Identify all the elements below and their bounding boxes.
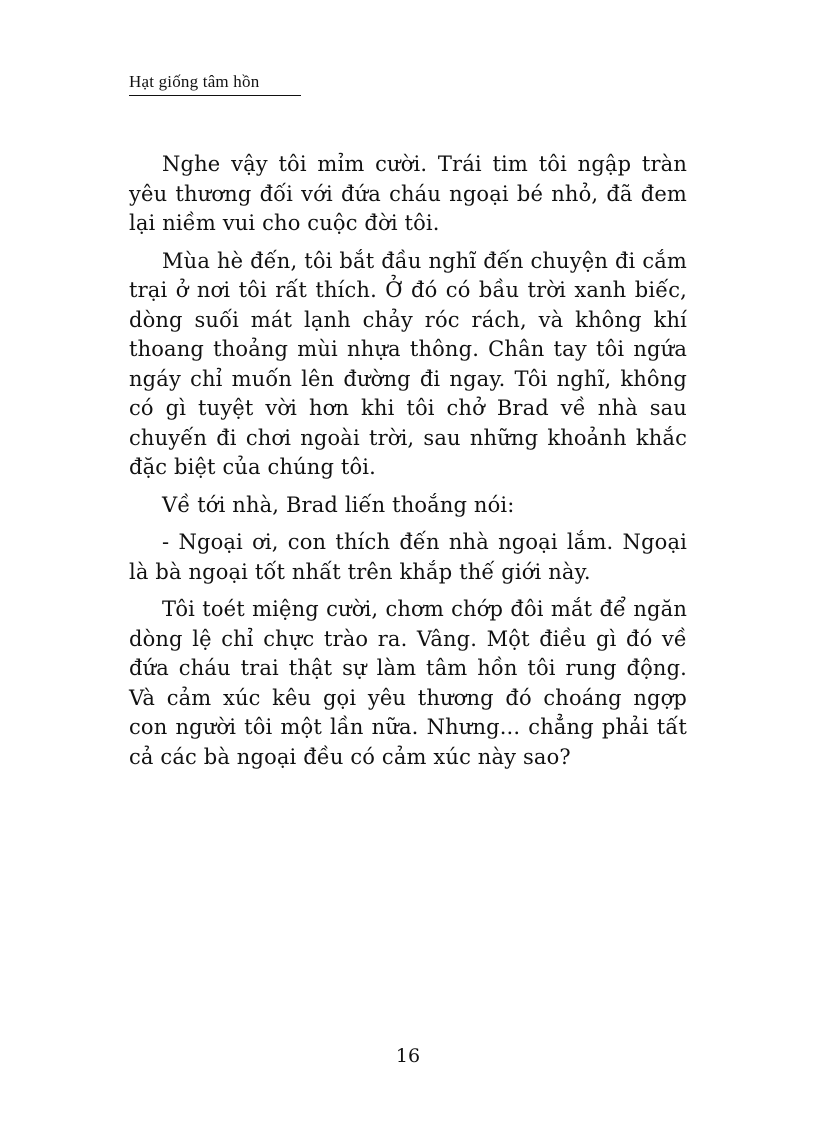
paragraph: Nghe vậy tôi mỉm cười. Trái tim tôi ngập tràn yêu thương đối với đứa cháu ngoại bé nhỏ, đã đem lại niềm vui cho cuộc đời tôi. — [129, 152, 687, 235]
page-number: 16 — [395, 1045, 421, 1067]
paragraph: Mùa hè đến, tôi bắt đầu nghĩ đến chuyện đi cắm trại ở nơi tôi rất thích. Ở đó có bầu trời xanh biếc, dòng suối mát lạnh chảy róc rách, và không khí thoang thoảng mùi nhựa thông. Chân tay tôi ngứa ngáy chỉ muốn lên đường đi ngay. Tôi nghĩ, không có gì tuyệt vời hơn khi tôi chở Brad về nhà sau chuyến đi chơi ngoài trời, sau những khoảnh khắc đặc biệt của chúng tôi. — [129, 248, 687, 479]
paragraph: Tôi toét miệng cười, chơm chớp đôi mắt để ngăn dòng lệ chỉ chực trào ra. Vâng. Một điều gì đó về đứa cháu trai thật sự làm tâm hồn tôi rung động. Và cảm xúc kêu gọi yêu thương đó choáng ngợp con người tôi một lần nữa. Nhưng... chẳng phải tất cả các bà ngoại đều có cảm xúc này sao? — [129, 597, 687, 769]
body-text — [129, 150, 687, 780]
running-header-title: Hạt giống tâm hồn — [129, 72, 301, 96]
paragraph: - Ngoại ơi, con thích đến nhà ngoại lắm. Ngoại là bà ngoại tốt nhất trên khắp thế giới này. — [129, 530, 687, 584]
paragraph: Về tới nhà, Brad liến thoắng nói: — [162, 492, 515, 517]
